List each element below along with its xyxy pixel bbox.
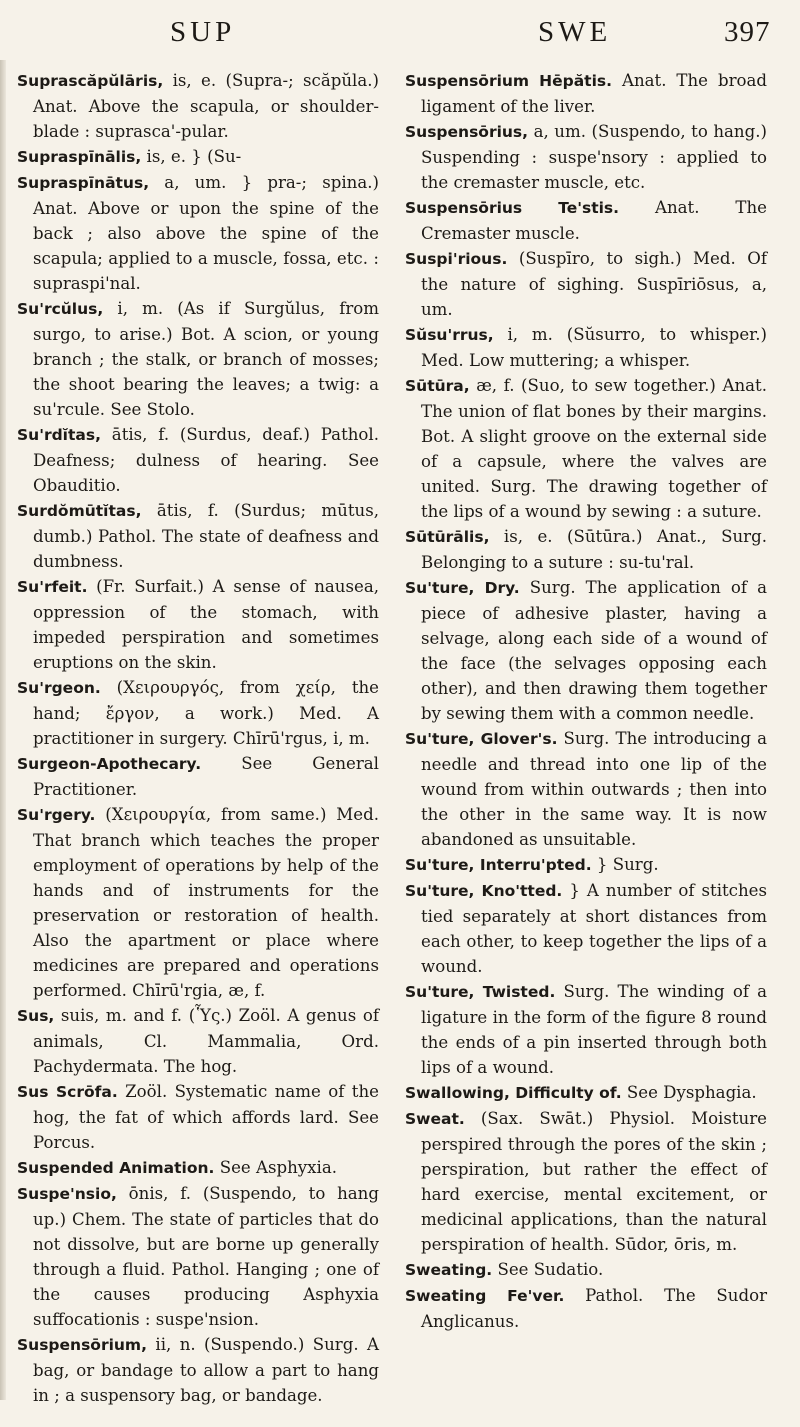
entry-definition: } Surg.: [591, 855, 659, 874]
entry-headword: Supraspīnātus,: [17, 174, 150, 192]
dictionary-entry: [405, 1283, 767, 1334]
header-right-guideword: SWE: [538, 16, 612, 48]
entry-headword: Su'ture, Glover's.: [405, 730, 558, 748]
dictionary-entry: [405, 575, 767, 726]
dictionary-entry: [17, 296, 379, 422]
entry-definition: ii, n. (Suspendo.) Surg. A bag, or bandage to allow a part to hang in ; a suspensory bag, or bandage.: [33, 1335, 379, 1405]
dictionary-entry: [17, 675, 379, 751]
dictionary-entry: [17, 1332, 379, 1408]
dictionary-entry: [17, 144, 379, 170]
dictionary-entry: [405, 373, 767, 524]
entry-headword: Supraspīnālis,: [17, 148, 142, 166]
entry-definition: is, e. (Supra-; scăpŭla.) Anat. Above the scapula, or shoulder-blade : suprasca'-pular.: [33, 71, 379, 141]
entry-definition: See Dysphagia.: [621, 1083, 757, 1102]
entry-definition: See Sudatio.: [492, 1260, 604, 1279]
dictionary-entry: [17, 68, 379, 144]
dictionary-entry: [17, 802, 379, 1003]
entry-definition: (Χειρουργός, from χείρ, the hand; ἔργον, a work.) Med. A practitioner in surgery. Chīrū'rgus, i, m.: [33, 678, 379, 748]
entry-headword: Su'ture, Twisted.: [405, 983, 556, 1001]
entry-definition: is, e. (Sūtūra.) Anat., Surg. Belonging to a suture : su-tu'ral.: [421, 527, 767, 572]
entry-headword: Swallowing, Difficulty of.: [405, 1084, 622, 1102]
entry-definition: i, m. (As if Surgŭlus, from surgo, to arise.) Bot. A scion, or young branch ; the stalk, or branch of mosses; the shoot bearing the leaves; a twig: a su'rcule. See Stolo.: [33, 299, 379, 419]
entry-headword: Su'ture, Kno'tted.: [405, 882, 563, 900]
dictionary-entry: [405, 524, 767, 575]
entry-headword: Sūtūrālis,: [405, 528, 490, 546]
entry-headword: Sūtūra,: [405, 377, 470, 395]
dictionary-entry: [405, 726, 767, 852]
dictionary-entry: [17, 751, 379, 802]
entry-definition: a, um. (Suspendo, to hang.) Suspending : suspe'nsory : applied to the cremaster muscle, etc.: [421, 122, 767, 192]
entry-definition: See General Practitioner.: [33, 754, 379, 799]
entry-definition: Anat. The broad ligament of the liver.: [421, 71, 768, 116]
entry-definition: Pathol. The Sudor Anglicanus.: [421, 1286, 768, 1331]
dictionary-entry: [405, 1257, 767, 1283]
dictionary-entry: [405, 878, 767, 979]
entry-headword: Su'rdĭtas,: [17, 426, 101, 444]
page-edge-shadow: [0, 60, 6, 1400]
dictionary-entry: [405, 68, 767, 119]
entry-headword: Sweating.: [405, 1261, 493, 1279]
entry-headword: Sus Scrōfa.: [17, 1083, 118, 1101]
dictionary-entry: [17, 498, 379, 574]
entry-headword: Surdŏmūtĭtas,: [17, 502, 142, 520]
dictionary-entry: [17, 170, 379, 296]
entry-definition: } A number of stitches tied separately at short distances from each other, to keep together the lips of a wound.: [421, 881, 767, 976]
entry-definition: suis, m. and f. (Ὗς.) Zoöl. A genus of animals, Cl. Mammalia, Ord. Pachydermata. The hog.: [33, 1006, 379, 1076]
entry-definition: (Χειρουργία, from same.) Med. That branch which teaches the proper employment of operations by help of the hands and of instruments for the preservation or restoration of health. Also the apartment or place where medicines are prepared and operations performed. Chīrū'rgia, æ, f.: [33, 805, 379, 1000]
left-column: [17, 68, 379, 1408]
entry-headword: Su'rgery.: [17, 806, 96, 824]
dictionary-entry: [17, 422, 379, 498]
entry-headword: Su'rcŭlus,: [17, 300, 104, 318]
dictionary-entry: [405, 119, 767, 195]
entry-definition: See Asphyxia.: [214, 1158, 337, 1177]
entry-definition: (Sax. Swāt.) Physiol. Moisture perspired through the pores of the skin ; perspiration, but rather the effect of hard exercise, mental excitement, or medicinal applications, than the natural perspiration of health. Sūdor, ōris, m.: [421, 1109, 767, 1254]
entry-definition: a, um. } pra-; spina.) Anat. Above or upon the spine of the back ; also above the spine of the scapula; applied to a muscle, fossa, etc. : supraspi'nal.: [33, 173, 379, 293]
right-column: [405, 68, 767, 1334]
entry-headword: Sŭsu'rrus,: [405, 326, 494, 344]
entry-headword: Suspended Animation.: [17, 1159, 215, 1177]
entry-definition: ōnis, f. (Suspendo, to hang up.) Chem. The state of particles that do not dissolve, but are borne up generally through a fluid. Pathol. Hanging ; one of the causes producing Asphyxia suffocationis : suspe'nsion.: [33, 1184, 379, 1329]
dictionary-entry: [405, 852, 767, 878]
page-header: [0, 16, 800, 56]
entry-definition: æ, f. (Suo, to sew together.) Anat. The union of flat bones by their margins. Bot. A slight groove on the external side of a capsule, where the valves are united. Surg. The drawing together of the lips of a wound by sewing : a suture.: [421, 376, 767, 521]
header-left-guideword: SUP: [170, 16, 236, 48]
dictionary-entry: [17, 1079, 379, 1155]
entry-headword: Surgeon-Apothecary.: [17, 755, 202, 773]
dictionary-entry: [17, 574, 379, 675]
entry-headword: Suspensōrius,: [405, 123, 529, 141]
dictionary-entry: [17, 1003, 379, 1079]
entry-definition: Surg. The winding of a ligature in the form of the figure 8 round the ends of a pin inserted through both lips of a wound.: [421, 982, 767, 1077]
entry-headword: Sweat.: [405, 1110, 465, 1128]
page-number: 397: [724, 16, 771, 48]
entry-definition: Zoöl. Systematic name of the hog, the fat of which affords lard. See Porcus.: [33, 1082, 379, 1152]
entry-headword: Su'ture, Dry.: [405, 579, 520, 597]
entry-headword: Suspensōrius Te'stis.: [405, 199, 620, 217]
dictionary-entry: [405, 1106, 767, 1257]
entry-definition: (Suspīro, to sigh.) Med. Of the nature of sighing. Suspīriōsus, a, um.: [421, 249, 767, 319]
entry-definition: (Fr. Surfait.) A sense of nausea, oppression of the stomach, with impeded perspiration and sometimes eruptions on the skin.: [33, 577, 379, 672]
entry-definition: ātis, f. (Surdus, deaf.) Pathol. Deafness; dulness of hearing. See Obauditio.: [33, 425, 379, 495]
entry-headword: Suspi'rious.: [405, 250, 508, 268]
dictionary-entry: [405, 246, 767, 322]
entry-definition: Anat. The Cremaster muscle.: [421, 198, 767, 243]
entry-headword: Su'ture, Interru'pted.: [405, 856, 592, 874]
entry-definition: Surg. The introducing a needle and thread into one lip of the wound from within outwards ; then into the other in the same way. It is now abandoned as unsuitable.: [421, 729, 767, 849]
dictionary-entry: [17, 1155, 379, 1181]
entry-headword: Sus,: [17, 1007, 55, 1025]
entry-headword: Su'rgeon.: [17, 679, 101, 697]
dictionary-entry: [405, 979, 767, 1080]
entry-definition: ātis, f. (Surdus; mūtus, dumb.) Pathol. The state of deafness and dumbness.: [33, 501, 379, 571]
dictionary-entry: [405, 1080, 767, 1106]
entry-headword: Suspensōrium Hēpătis.: [405, 72, 613, 90]
entry-definition: is, e. } (Su-: [141, 147, 242, 166]
dictionary-entry: [405, 322, 767, 373]
dictionary-entry: [405, 195, 767, 246]
entry-headword: Su'rfeit.: [17, 578, 88, 596]
entry-headword: Suspensōrium,: [17, 1336, 147, 1354]
entry-headword: Suspe'nsio,: [17, 1185, 117, 1203]
dictionary-entry: [17, 1181, 379, 1332]
entry-headword: Sweating Fe'ver.: [405, 1287, 565, 1305]
entry-headword: Suprascăpŭlāris,: [17, 72, 164, 90]
entry-definition: i, m. (Sŭsurro, to whisper.) Med. Low muttering; a whisper.: [421, 325, 767, 370]
entry-definition: Surg. The application of a piece of adhesive plaster, having a selvage, along each side of a wound of the face (the selvages opposing each other), and then drawing them together by sewing them with a common needle.: [421, 578, 767, 723]
